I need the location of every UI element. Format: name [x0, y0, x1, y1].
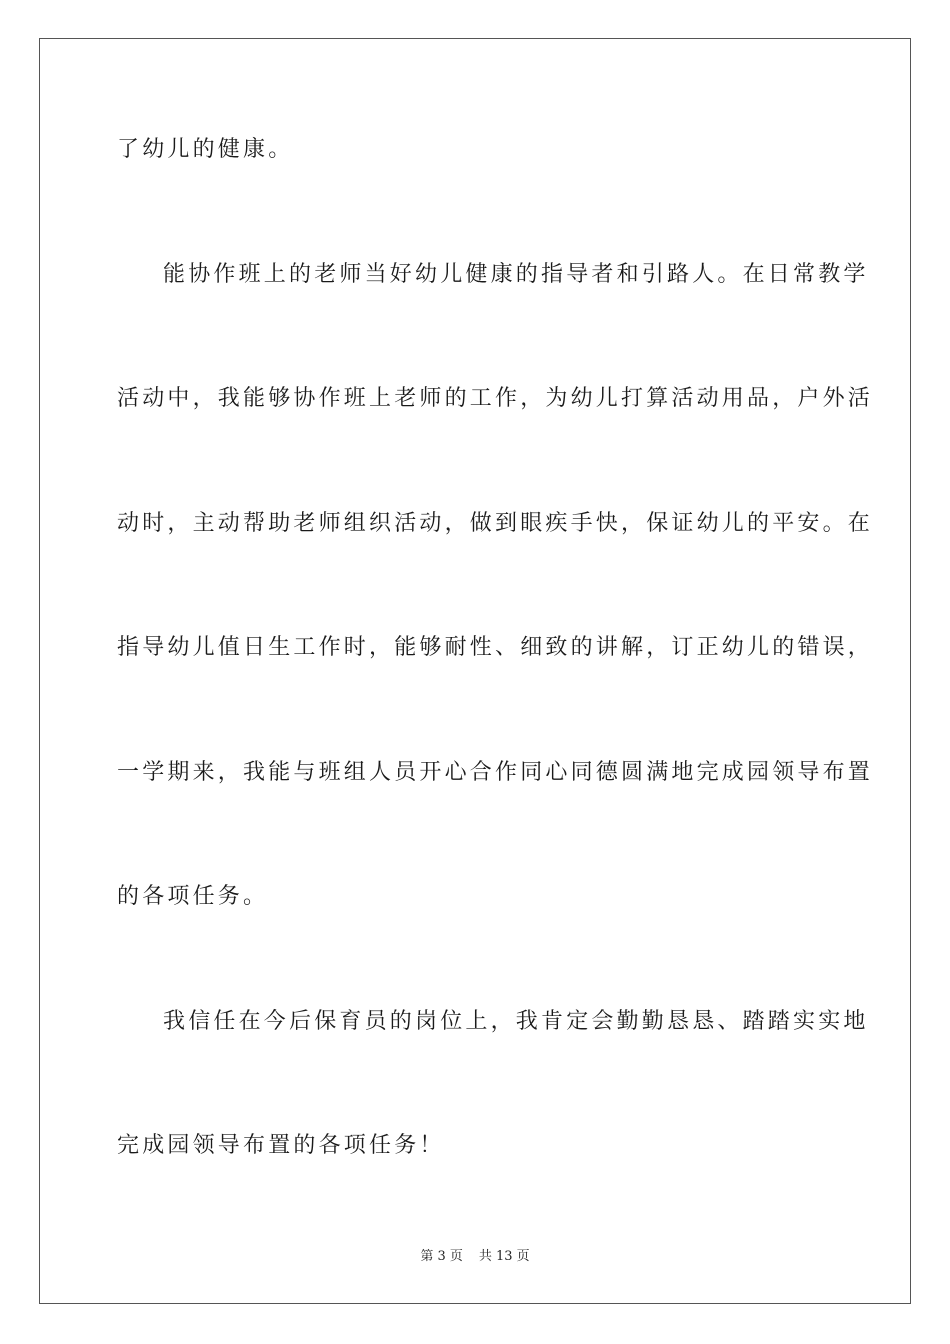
body-line-6: 一学期来，我能与班组人员开心合作同心同德圆满地完成园领导布置 [117, 760, 874, 785]
page-frame [39, 38, 911, 1304]
body-line-3: 活动中，我能够协作班上老师的工作，为幼儿打算活动用品，户外活 [117, 386, 874, 411]
body-line-7: 的各项任务。 [117, 884, 269, 909]
page-footer [0, 1248, 950, 1266]
body-line-4: 动时，主动帮助老师组织活动，做到眼疾手快，保证幼儿的平安。在 [117, 511, 874, 536]
body-line-5: 指导幼儿值日生工作时，能够耐性、细致的讲解，订正幼儿的错误， [117, 635, 874, 660]
page-total: 共 13 页 [478, 1249, 530, 1264]
body-line-2: 能协作班上的老师当好幼儿健康的指导者和引路人。在日常教学 [163, 262, 869, 287]
body-line-8: 我信任在今后保育员的岗位上，我肯定会勤勤恳恳、踏踏实实地 [163, 1009, 869, 1034]
page-number: 第 3 页 [420, 1249, 463, 1264]
body-line-9: 完成园领导布置的各项任务！ [117, 1133, 445, 1158]
body-line-1: 了幼儿的健康。 [117, 137, 294, 162]
